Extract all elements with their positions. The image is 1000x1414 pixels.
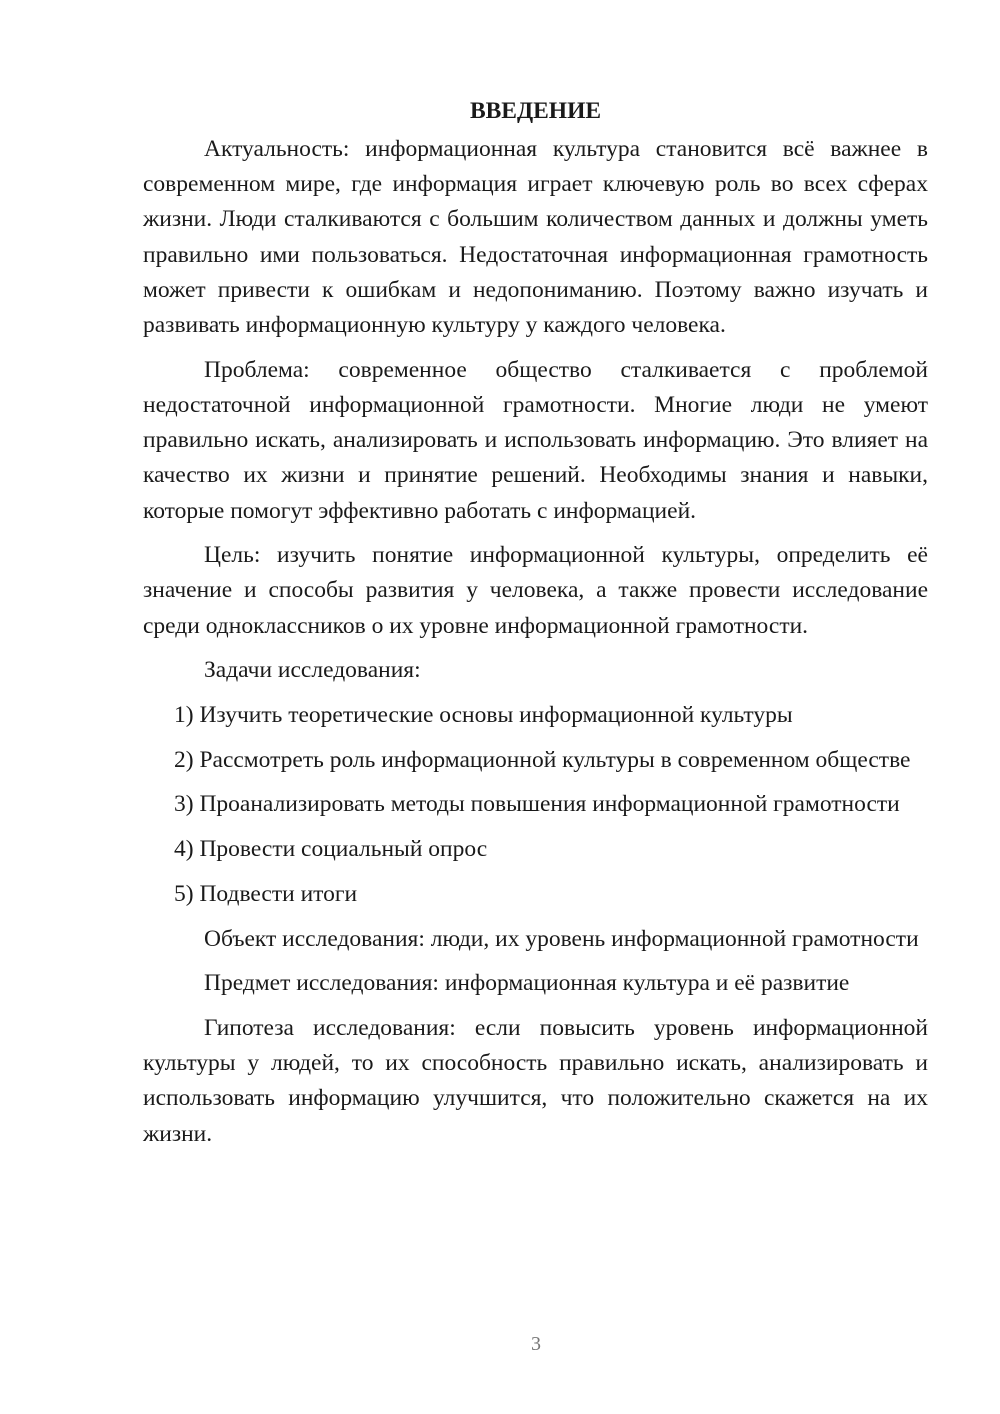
paragraph-problem: Проблема: современное общество сталкивается с проблемой недостаточной информационной грамотности. Многие люди не умеют правильно искать, анализировать и использовать информацию. Это влияет на качество их жизни и принятие решений. Необходимы знания и навыки, которые помогут эффективно работать с информацией.	[143, 356, 928, 524]
list-item: 2) Рассмотреть роль информационной культуры в современном обществе	[174, 746, 911, 773]
list-item: 5) Подвести итоги	[174, 880, 358, 907]
list-item: 1) Изучить теоретические основы информационной культуры	[174, 702, 793, 729]
tasks-heading: Задачи исследования:	[204, 657, 421, 684]
paragraph-hypothesis: Гипотеза исследования: если повысить уровень информационной культуры у людей, то их способность правильно искать, анализировать и использовать информацию улучшится, что положительно скажется на их жизни.	[143, 1014, 928, 1147]
paragraph-object: Объект исследования: люди, их уровень информационной грамотности	[204, 925, 919, 952]
paragraph-goal: Цель: изучить понятие информационной культуры, определить её значение и способы развития у человека, а также провести исследование среди одноклассников о их уровне информационной грамотности.	[143, 542, 928, 639]
paragraph-subject: Предмет исследования: информационная культура и её развитие	[204, 970, 850, 997]
list-item: 3) Проанализировать методы повышения информационной грамотности	[174, 791, 900, 818]
list-item: 4) Провести социальный опрос	[174, 836, 488, 863]
tasks-list	[143, 698, 928, 912]
page-number: 3	[531, 1333, 541, 1355]
paragraph-relevance: Актуальность: информационная культура становится всё важнее в современном мире, где информация играет ключевую роль во всех сферах жизни. Люди сталкиваются с большим количеством данных и должны уметь правильно ими пользоваться. Недостаточная информационная грамотность может привести к ошибкам и недопониманию. Поэтому важно изучать и развивать информационную культуру у каждого человека.	[143, 136, 928, 339]
page-title: ВВЕДЕНИЕ	[469, 98, 602, 124]
page-content	[143, 94, 928, 1161]
